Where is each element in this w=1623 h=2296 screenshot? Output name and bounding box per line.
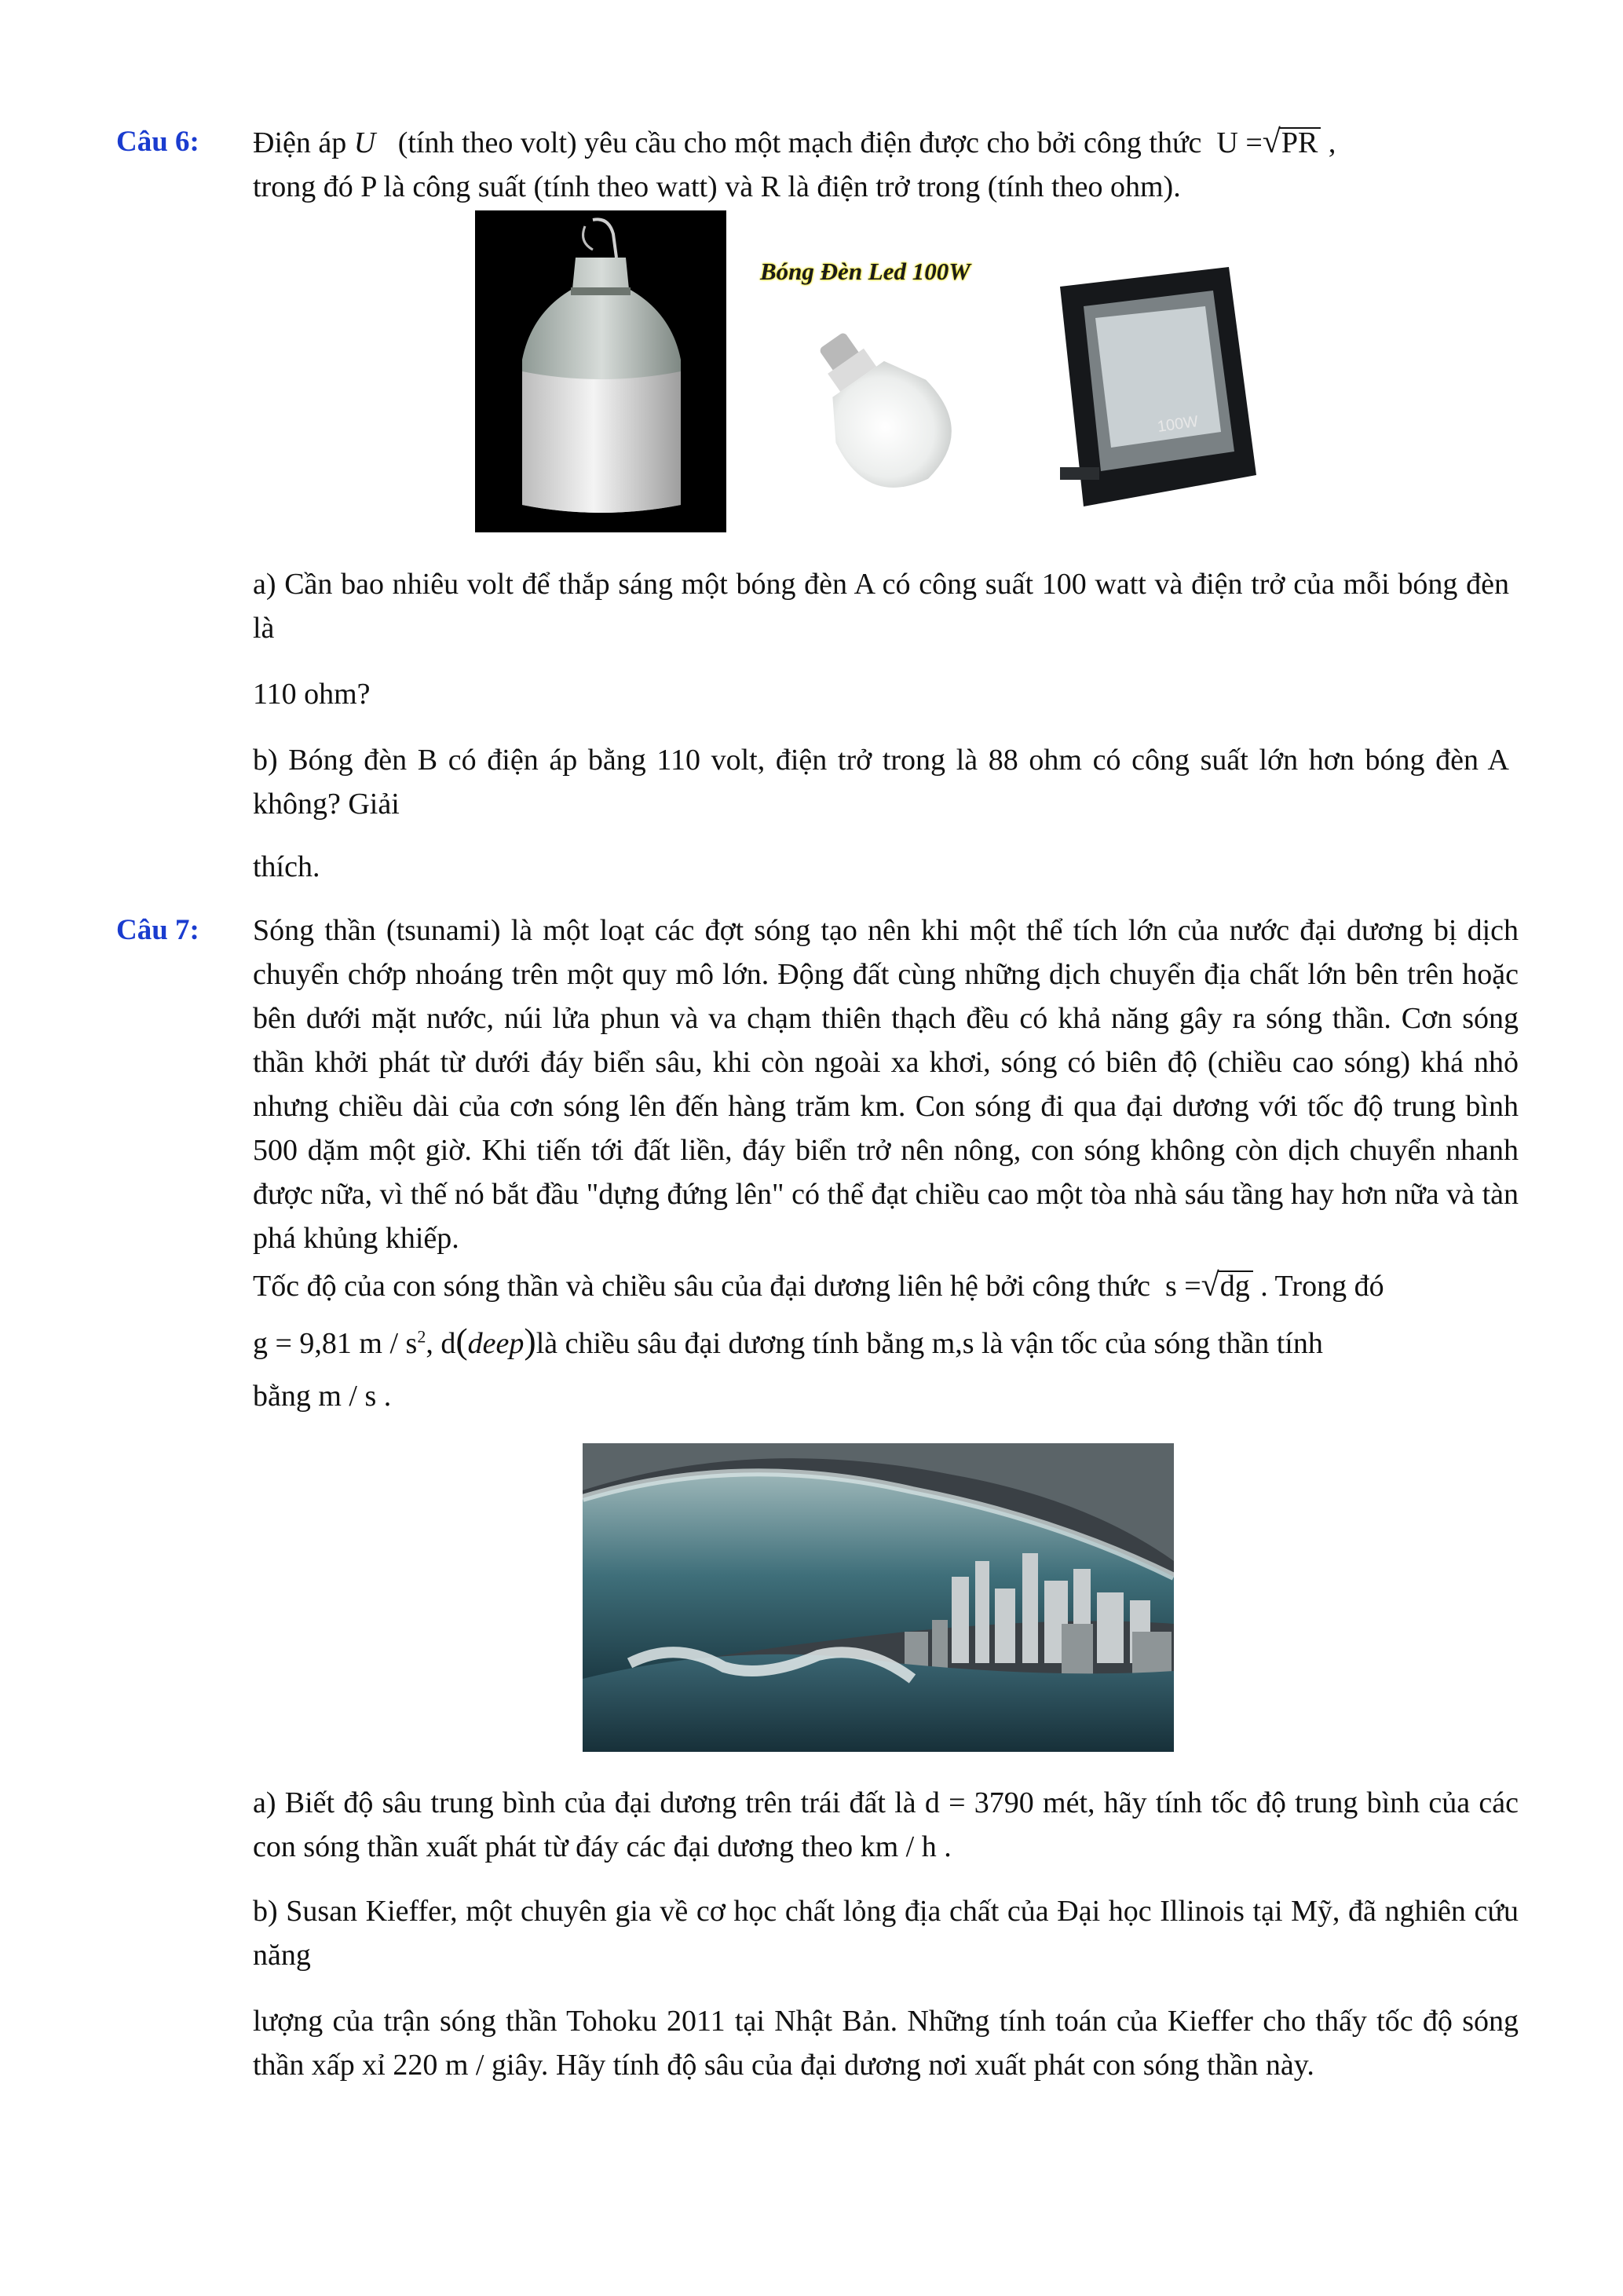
formula-outro: . Trong đó: [1260, 1270, 1384, 1303]
question-7-label: Câu 7:: [116, 914, 199, 946]
intro-text-b: (tính theo volt) yêu cầu cho một mạch điện được cho bởi công thức: [397, 126, 1202, 159]
question-6-intro-line1: [253, 120, 1517, 165]
question-7-part-a: a) Biết độ sâu trung bình của đại dương trên trái đất là d = 3790 mét, hãy tính tốc độ trung bình của các con sóng thần xuất phát từ đáy các đại dương theo km / h .: [253, 1786, 1519, 1863]
question-7-part-b: b) Susan Kieffer, một chuyên gia về cơ học chất lỏng địa chất của Đại học Illinois tại Mỹ, đã nghiên cứu năng: [253, 1895, 1519, 1972]
formula-radicand: PR: [1279, 127, 1321, 157]
question-7-units-line: bằng m / s .: [253, 1380, 392, 1413]
question-7-formula-line: [253, 1263, 1519, 1308]
g-exponent: 2: [417, 1326, 426, 1347]
d-definition-b: là chiều sâu đại dương tính bằng m,s là vận tốc của sóng thần tính: [536, 1327, 1323, 1360]
voltage-variable: U: [353, 126, 376, 159]
svg-text:100W: 100W: [1156, 412, 1200, 436]
deep-variable: deep: [467, 1327, 525, 1360]
question-7-definitions-line: g = 9,81 m / $s^2$, d(deep)là chiều sâu đại dương tính bằng m,s là vận tốc của sóng thần tính: [253, 1321, 1323, 1361]
intro-text-a: Điện áp: [253, 126, 347, 159]
hanging-led-bulb-image: [475, 210, 726, 532]
intro-end: ,: [1328, 126, 1336, 159]
question-6-intro-line2: trong đó P là công suất (tính theo watt) và R là điện trở trong (tính theo ohm).: [253, 170, 1181, 203]
tsunami-city-image: [583, 1443, 1174, 1752]
question-6-part-a: a) Cần bao nhiêu volt để thắp sáng một bóng đèn A có công suất 100 watt và điện trở của mỗi bóng đèn là: [253, 568, 1509, 645]
formula-lhs: U =: [1216, 126, 1263, 159]
question-6-part-b-cont: thích.: [253, 850, 320, 883]
question-6-label: Câu 6:: [116, 126, 199, 158]
d-definition-a: , d: [426, 1327, 456, 1360]
image-caption: Bóng Đèn Led 100W: [760, 258, 971, 285]
sqrt-icon: √: [1201, 1267, 1219, 1303]
formula-lhs: s =: [1164, 1270, 1201, 1303]
led-floodlight-image: [1052, 263, 1264, 526]
question-7-paragraph: Sóng thần (tsunami) là một loạt các đợt sóng tạo nên khi một thể tích lớn của nước đại dương bị dịch chuyển chớp nhoáng trên một quy mô lớn. Động đất cùng những dịch chuyển địa chất lớn bên trên hoặc bên dưới mặt nước, núi lửa phun và va chạm thiên thạch đều có khả năng gây ra sóng thần. Cơn sóng thần khởi phát từ dưới đáy biển sâu, khi còn ngoài xa khơi, sóng có biên độ (chiều cao sóng) khá nhỏ nhưng chiều dài của cơn sóng lên đến hàng trăm km. Con sóng đi qua đại dương với tốc độ trung bình 500 dặm một giờ. Khi tiến tới đất liền, đáy biển trở nên nông, con sóng không còn dịch chuyển nhanh được nữa, vì thế nó bắt đầu "dựng đứng lên" có thể đạt chiều cao một tòa nhà sáu tầng hay hơn nữa và tàn phá khủng khiếp.: [253, 914, 1519, 1255]
question-7-part-b-cont: lượng của trận sóng thần Tohoku 2011 tại Nhật Bản. Những tính toán của Kieffer cho thấy tốc độ sóng thần xấp xỉ 220 m / giây. Hãy tính độ sâu của đại dương nơi xuất phát con sóng thần này.: [253, 2005, 1519, 2082]
led-100w-bulb-image: [754, 210, 1013, 525]
question-6-part-a-cont: 110 ohm?: [253, 678, 371, 711]
sqrt-icon: √: [1262, 124, 1281, 160]
g-definition: g = 9,81 m / s: [253, 1327, 418, 1360]
question-6-part-b: b) Bóng đèn B có điện áp bằng 110 volt, điện trở trong là 88 ohm có công suất lớn hơn bóng đèn A không? Giải: [253, 744, 1509, 821]
formula-radicand: dg: [1218, 1270, 1253, 1300]
formula-intro: Tốc độ của con sóng thần và chiều sâu của đại dương liên hệ bởi công thức: [253, 1270, 1150, 1303]
